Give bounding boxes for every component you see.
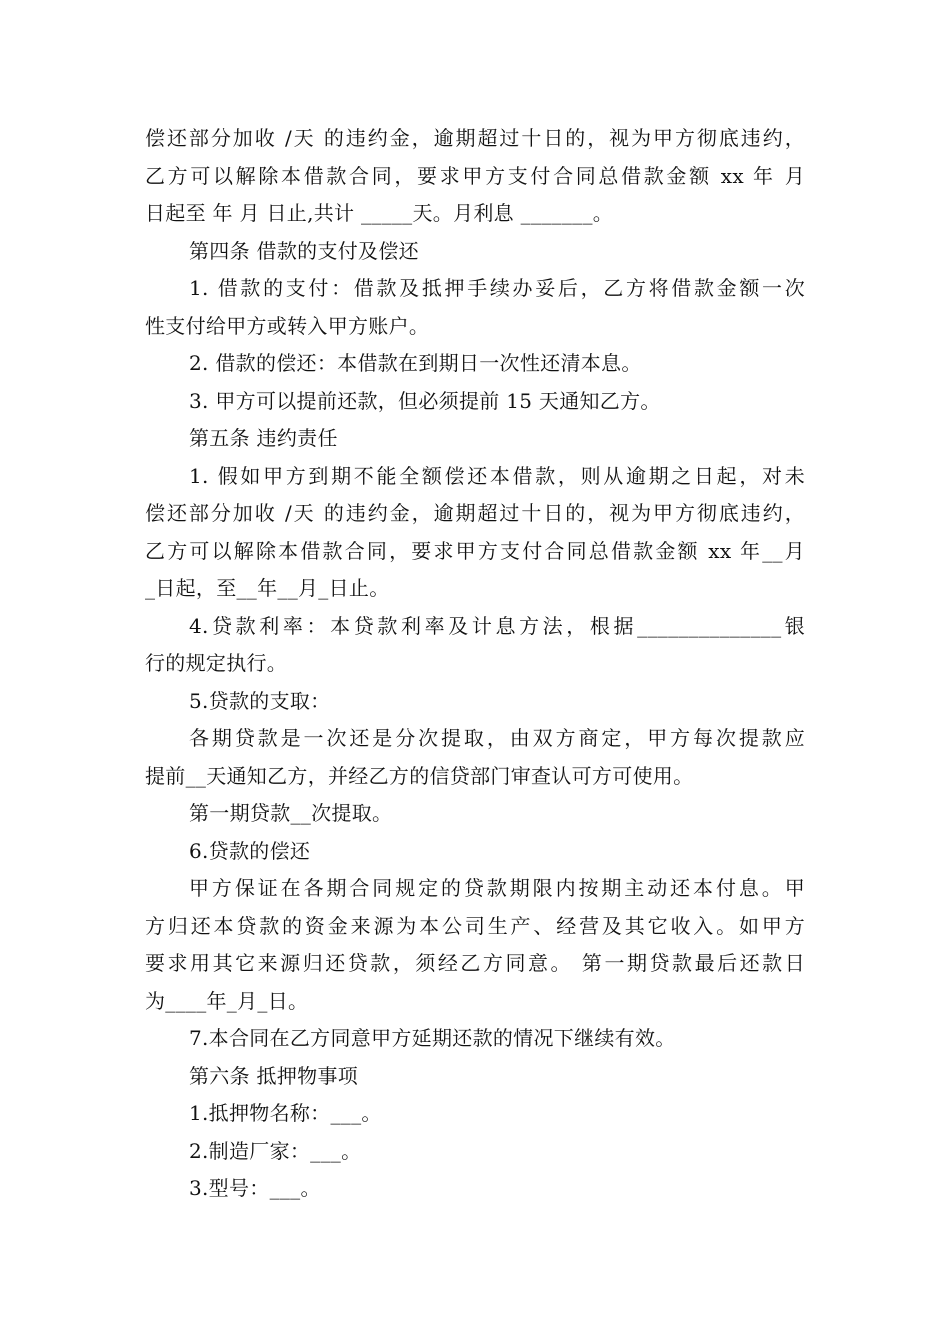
document-body bbox=[145, 120, 805, 1208]
text-line: 7.本合同在乙方同意甲方延期还款的情况下继续有效。 bbox=[189, 1026, 676, 1050]
text-line: 性支付给甲方或转入甲方账户。 bbox=[145, 313, 430, 338]
text-line: 日起至 年 月 日止,共计 _____天。月利息 _______。 bbox=[145, 201, 614, 225]
text-line: 甲方保证在各期合同规定的贷款期限内按期主动还本付息。甲 bbox=[189, 876, 805, 900]
text-line: 1. 假如甲方到期不能全额偿还本借款，则从逾期之日起，对未 bbox=[189, 463, 805, 488]
text-line: 第五条 违约责任 bbox=[189, 426, 338, 450]
text-line: 行的规定执行。 bbox=[145, 651, 288, 675]
text-line: 要求用其它来源归还贷款，须经乙方同意。 第一期贷款最后还款日 bbox=[145, 951, 805, 975]
text-line: 5.贷款的支取： bbox=[189, 688, 331, 713]
text-line: 第一期贷款__次提取。 bbox=[189, 801, 393, 825]
text-line: 各期贷款是一次还是分次提取，由双方商定，甲方每次提款应 bbox=[189, 726, 805, 750]
text-line: 偿还部分加收 /天 的违约金，逾期超过十日的，视为甲方彻底违约， bbox=[145, 126, 805, 150]
text-line: 3.型号：___。 bbox=[189, 1176, 321, 1200]
text-line: _日起，至__年__月_日止。 bbox=[145, 576, 390, 600]
text-line: 3. 甲方可以提前还款，但必须提前 15 天通知乙方。 bbox=[189, 388, 661, 413]
text-line: 乙方可以解除本借款合同，要求甲方支付合同总借款金额 xx 年 月 bbox=[145, 163, 805, 188]
text-line: 乙方可以解除本借款合同，要求甲方支付合同总借款金额 xx 年__月 bbox=[145, 538, 805, 563]
text-line: 偿还部分加收 /天 的违约金，逾期超过十日的，视为甲方彻底违约， bbox=[145, 501, 805, 525]
text-line: 1. 借款的支付：借款及抵押手续办妥后，乙方将借款金额一次 bbox=[189, 276, 805, 300]
text-line: 2.制造厂家：___。 bbox=[189, 1138, 362, 1163]
text-line: 2. 借款的偿还：本借款在到期日一次性还清本息。 bbox=[189, 351, 642, 375]
text-line: 为____年_月_日。 bbox=[145, 988, 309, 1013]
text-line: 第六条 抵押物事项 bbox=[189, 1063, 359, 1088]
text-line: 4.贷款利率：本贷款利率及计息方法，根据______________银 bbox=[189, 613, 805, 638]
text-line: 提前__天通知乙方，并经乙方的信贷部门审查认可方可使用。 bbox=[145, 763, 694, 788]
text-line: 6.贷款的偿还 bbox=[189, 838, 311, 863]
text-line: 方归还本贷款的资金来源为本公司生产、经营及其它收入。如甲方 bbox=[145, 913, 805, 938]
text-line: 1.抵押物名称：___。 bbox=[189, 1101, 382, 1125]
text-line: 第四条 借款的支付及偿还 bbox=[189, 238, 419, 263]
